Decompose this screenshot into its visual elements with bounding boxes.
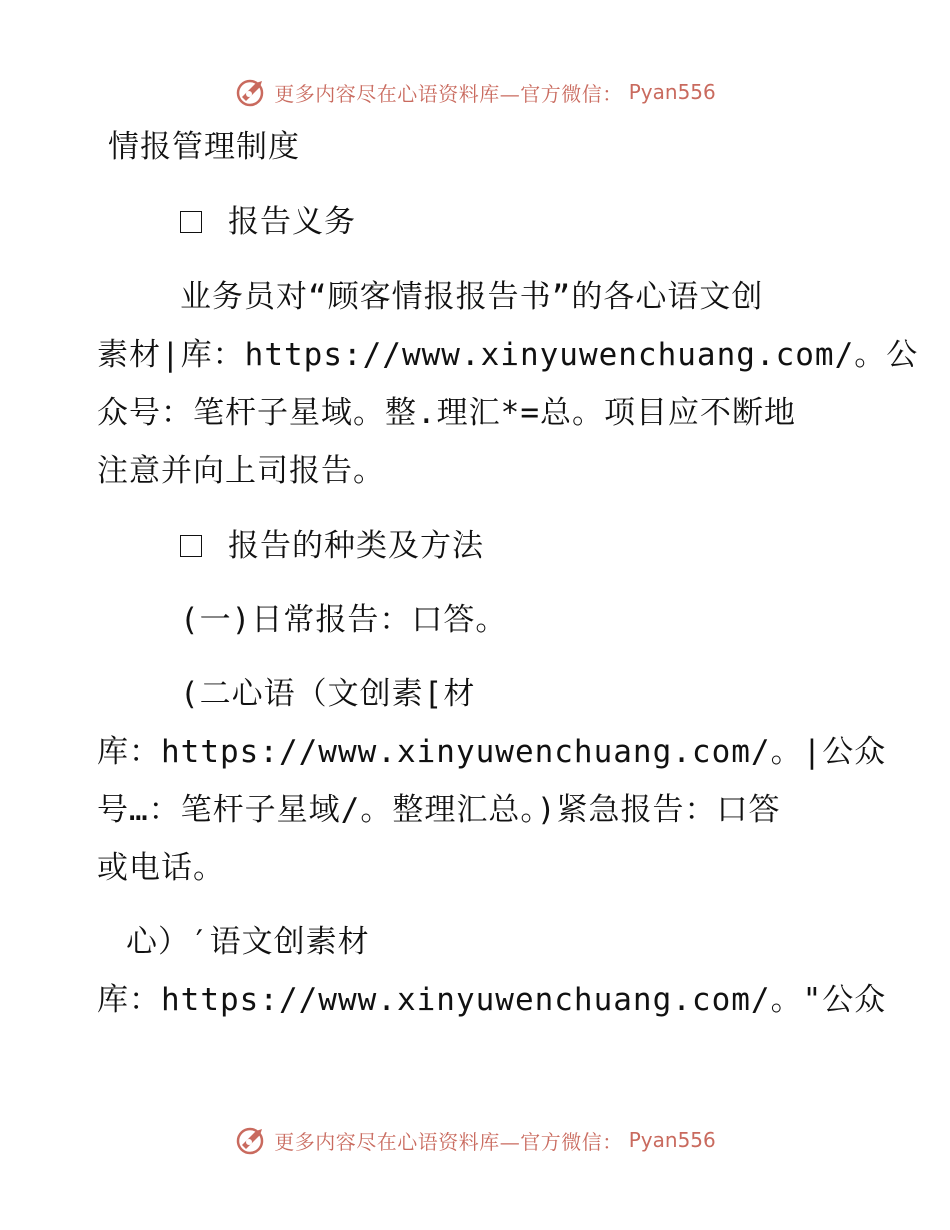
checkbox-square-icon xyxy=(180,535,202,557)
page-title: 情报管理制度 xyxy=(108,129,300,165)
section-heading-report-types xyxy=(180,526,484,566)
watermark-text: 更多内容尽在心语资料库—官方微信： xyxy=(274,1129,623,1154)
paragraph-line: 库：https://www.xinyuwenchuang.com/。"公众 xyxy=(97,982,887,1018)
paragraph-line: (二心语（文创素[材 xyxy=(180,676,476,712)
section-heading-report-duty xyxy=(180,202,356,242)
watermark-id: Pyan556 xyxy=(628,80,716,104)
quill-seal-icon xyxy=(234,75,268,109)
watermark-id: Pyan556 xyxy=(628,1128,716,1152)
paragraph-line: 心）′语文创素材 xyxy=(126,924,370,960)
section-heading-text: 报告的种类及方法 xyxy=(228,528,484,564)
paragraph-line: 或电话。 xyxy=(97,850,225,886)
quill-seal-icon xyxy=(234,1123,268,1157)
watermark-banner-bottom xyxy=(0,1120,950,1160)
paragraph-line: 注意并向上司报告。 xyxy=(97,453,385,489)
paragraph-line: 库：https://www.xinyuwenchuang.com/。|公众 xyxy=(97,734,887,770)
list-item-daily-report: (一)日常报告：口答。 xyxy=(180,602,508,638)
paragraph-line: 素材|库：https://www.xinyuwenchuang.com/。公 xyxy=(97,337,919,373)
section-heading-text: 报告义务 xyxy=(228,204,356,240)
checkbox-square-icon xyxy=(180,211,202,233)
paragraph-line: 号…：笔杆子星域/。整理汇总。)紧急报告：口答 xyxy=(97,792,781,828)
watermark-banner-top xyxy=(0,72,950,112)
paragraph-line: 众号：笔杆子星域。整.理汇*=总。项目应不断地 xyxy=(97,395,796,431)
watermark-text: 更多内容尽在心语资料库—官方微信： xyxy=(274,81,623,106)
paragraph-line: 业务员对“顾客情报报告书”的各心语文创 xyxy=(180,279,764,315)
